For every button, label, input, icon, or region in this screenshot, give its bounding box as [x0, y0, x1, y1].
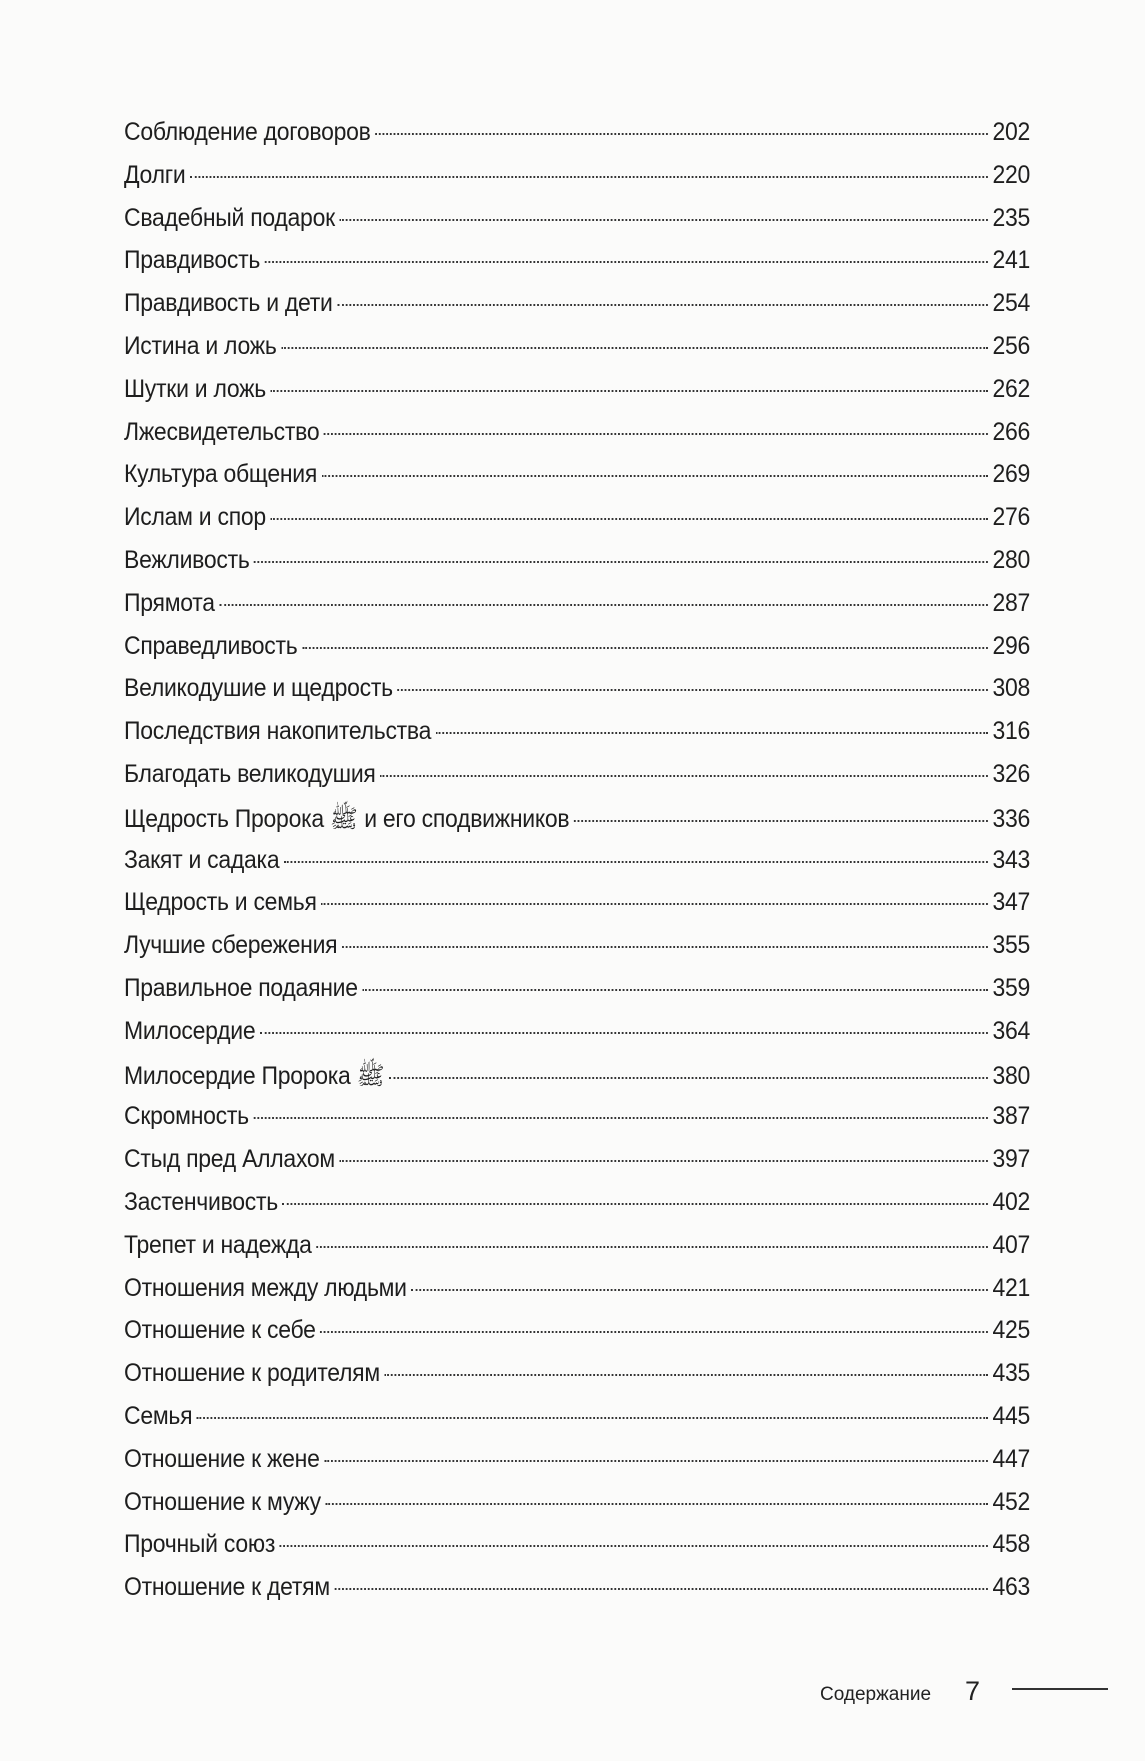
toc-entry-title: Справедливость — [124, 631, 298, 660]
toc-entry-title: Милосердие Пророка ﷺ — [124, 1061, 385, 1090]
toc-entry-page: 397 — [992, 1145, 1031, 1174]
toc-dot-leader — [324, 433, 988, 435]
toc-entry[interactable] — [124, 1445, 1030, 1488]
toc-entry-title: Лучшие сбережения — [124, 931, 338, 960]
toc-entry-page: 447 — [992, 1444, 1031, 1473]
toc-dot-leader — [339, 219, 987, 221]
toc-dot-leader — [254, 561, 988, 563]
toc-entry[interactable] — [124, 289, 1030, 332]
toc-entry[interactable] — [124, 1402, 1030, 1445]
toc-entry-title: Долги — [124, 160, 186, 189]
toc-entry-page: 202 — [992, 118, 1031, 146]
toc-dot-leader — [342, 946, 988, 948]
toc-entry[interactable] — [124, 803, 1030, 846]
footer-rule — [1012, 1688, 1108, 1690]
toc-entry-title: Щедрость и семья — [124, 888, 317, 917]
toc-dot-leader — [283, 1203, 988, 1205]
toc-entry-title: Истина и ложь — [124, 331, 277, 360]
toc-dot-leader — [321, 903, 988, 905]
toc-entry-page: 343 — [992, 845, 1031, 874]
toc-entry[interactable] — [124, 632, 1030, 675]
toc-entry-title: Скромность — [124, 1102, 249, 1131]
toc-dot-leader — [316, 1246, 988, 1248]
toc-dot-leader — [337, 304, 988, 306]
toc-entry-page: 452 — [992, 1487, 1031, 1516]
toc-dot-leader — [436, 732, 988, 734]
toc-entry-page: 287 — [992, 588, 1031, 617]
toc-entry[interactable] — [124, 1573, 1030, 1616]
toc-entry-title: Последствия накопительства — [124, 717, 432, 746]
toc-entry[interactable] — [124, 888, 1030, 931]
toc-entry[interactable] — [124, 1359, 1030, 1402]
toc-entry-title: Прочный союз — [124, 1530, 276, 1559]
toc-dot-leader — [265, 261, 988, 263]
toc-dot-leader — [320, 1331, 988, 1333]
toc-entry-title: Милосердие — [124, 1016, 256, 1045]
toc-dot-leader — [397, 689, 987, 691]
toc-entry-title: Трепет и надежда — [124, 1230, 312, 1259]
toc-dot-leader — [280, 1545, 988, 1547]
toc-entry-page: 364 — [992, 1016, 1031, 1045]
toc-dot-leader — [260, 1032, 988, 1034]
toc-entry[interactable] — [124, 332, 1030, 375]
toc-entry-page: 359 — [992, 973, 1031, 1002]
toc-entry[interactable] — [124, 1316, 1030, 1359]
toc-entry-title: Отношение к жене — [124, 1444, 320, 1473]
toc-dot-leader — [362, 989, 988, 991]
toc-entry-page: 445 — [992, 1401, 1031, 1430]
toc-dot-leader — [380, 775, 988, 777]
toc-entry-page: 402 — [992, 1187, 1031, 1216]
toc-entry-page: 269 — [992, 460, 1031, 489]
toc-entry-title: Правдивость — [124, 246, 261, 275]
toc-entry-page: 220 — [992, 160, 1031, 189]
toc-entry[interactable] — [124, 1102, 1030, 1145]
toc-entry[interactable] — [124, 546, 1030, 589]
toc-entry[interactable] — [124, 161, 1030, 204]
toc-dot-leader — [302, 647, 988, 649]
toc-dot-leader — [271, 390, 988, 392]
toc-entry-page: 326 — [992, 759, 1031, 788]
toc-dot-leader — [389, 1077, 988, 1079]
toc-entry[interactable] — [124, 375, 1030, 418]
toc-entry-page: 296 — [992, 631, 1031, 660]
toc-dot-leader — [375, 133, 988, 135]
toc-entry-title: Соблюдение договоров — [124, 118, 371, 146]
toc-entry-title: Стыд пред Аллахом — [124, 1145, 335, 1174]
toc-dot-leader — [411, 1289, 988, 1291]
toc-entry-page: 254 — [992, 289, 1031, 318]
toc-entry-title: Культура общения — [124, 460, 318, 489]
toc-entry[interactable] — [124, 418, 1030, 461]
toc-entry[interactable] — [124, 204, 1030, 247]
toc-entry-title: Лжесвидетельство — [124, 417, 320, 446]
toc-entry-page: 347 — [992, 888, 1031, 917]
toc-entry-page: 355 — [992, 931, 1031, 960]
toc-entry-page: 266 — [992, 417, 1031, 446]
toc-entry-title: Свадебный подарок — [124, 203, 335, 232]
toc-entry-title: Щедрость Пророка ﷺ и его сподвижников — [124, 804, 570, 833]
toc-entry-page: 316 — [992, 717, 1031, 746]
toc-entry-title: Шутки и ложь — [124, 374, 266, 403]
toc-entry-title: Отношение к родителям — [124, 1359, 380, 1388]
toc-dot-leader — [384, 1374, 987, 1376]
page-footer — [820, 1676, 1108, 1707]
toc-entry-page: 421 — [992, 1273, 1031, 1302]
toc-dot-leader — [284, 861, 988, 863]
toc-dot-leader — [190, 176, 988, 178]
toc-entry-title: Вежливость — [124, 545, 250, 574]
toc-entry-page: 308 — [992, 674, 1031, 703]
toc-dot-leader — [340, 1160, 988, 1162]
toc-dot-leader — [335, 1588, 988, 1590]
toc-entry[interactable] — [124, 846, 1030, 889]
toc-dot-leader — [322, 475, 988, 477]
toc-entry[interactable] — [124, 674, 1030, 717]
toc-entry-page: 435 — [992, 1359, 1031, 1388]
toc-dot-leader — [219, 604, 988, 606]
toc-entry[interactable] — [124, 1530, 1030, 1573]
toc-entry-title: Прямота — [124, 588, 215, 617]
toc-dot-leader — [253, 1117, 987, 1119]
toc-entry-page: 262 — [992, 374, 1031, 403]
toc-entry-title: Закят и садака — [124, 845, 280, 874]
toc-entry-title: Отношение к детям — [124, 1573, 330, 1602]
toc-entry[interactable] — [124, 931, 1030, 974]
toc-dot-leader — [324, 1460, 988, 1462]
toc-entry-title: Застенчивость — [124, 1187, 278, 1216]
toc-entry-title: Благодать великодушия — [124, 759, 376, 788]
toc-entry[interactable] — [124, 460, 1030, 503]
toc-entry[interactable] — [124, 503, 1030, 546]
toc-entry-page: 276 — [992, 503, 1031, 532]
toc-dot-leader — [326, 1503, 988, 1505]
toc-entry[interactable] — [124, 589, 1030, 632]
toc-entry[interactable] — [124, 246, 1030, 289]
toc-entry-title: Отношение к мужу — [124, 1487, 321, 1516]
toc-entry-page: 387 — [992, 1102, 1031, 1131]
toc-entry-page: 235 — [992, 203, 1031, 232]
toc-entry[interactable] — [124, 1145, 1030, 1188]
toc-entry-title: Семья — [124, 1401, 193, 1430]
toc-dot-leader — [281, 347, 988, 349]
toc-entry-page: 380 — [992, 1061, 1031, 1090]
toc-entry[interactable] — [124, 1274, 1030, 1317]
toc-entry[interactable] — [124, 1017, 1030, 1060]
toc-entry[interactable] — [124, 118, 1030, 161]
toc-entry-title: Правильное подаяние — [124, 973, 358, 1002]
running-footer-section: Содержание — [820, 1684, 932, 1705]
toc-entry[interactable] — [124, 717, 1030, 760]
toc-entry-page: 256 — [992, 331, 1031, 360]
toc-entry-title: Отношение к себе — [124, 1316, 316, 1345]
toc-entry[interactable] — [124, 760, 1030, 803]
toc-entry[interactable] — [124, 1060, 1030, 1103]
toc-entry-page: 463 — [992, 1573, 1031, 1602]
toc-entry-title: Правдивость и дети — [124, 289, 333, 318]
toc-entry-title: Ислам и спор — [124, 503, 266, 532]
toc-entry-page: 407 — [992, 1230, 1031, 1259]
toc-dot-leader — [271, 518, 988, 520]
toc-entry-page: 425 — [992, 1316, 1031, 1345]
toc-entry[interactable] — [124, 1188, 1030, 1231]
toc-entry-page: 241 — [992, 246, 1031, 275]
toc-dot-leader — [574, 820, 988, 822]
toc-entry-title: Великодушие и щедрость — [124, 674, 393, 703]
toc-entry-page: 458 — [992, 1530, 1031, 1559]
toc-entry[interactable] — [124, 974, 1030, 1017]
toc-entry-title: Отношения между людьми — [124, 1273, 407, 1302]
toc-entry-page: 336 — [992, 804, 1031, 833]
toc-entry[interactable] — [124, 1231, 1030, 1274]
toc-entry[interactable] — [124, 1488, 1030, 1531]
page-number: 7 — [965, 1676, 981, 1706]
toc-entry-page: 280 — [992, 545, 1031, 574]
table-of-contents — [124, 118, 1030, 1616]
toc-dot-leader — [197, 1417, 988, 1419]
